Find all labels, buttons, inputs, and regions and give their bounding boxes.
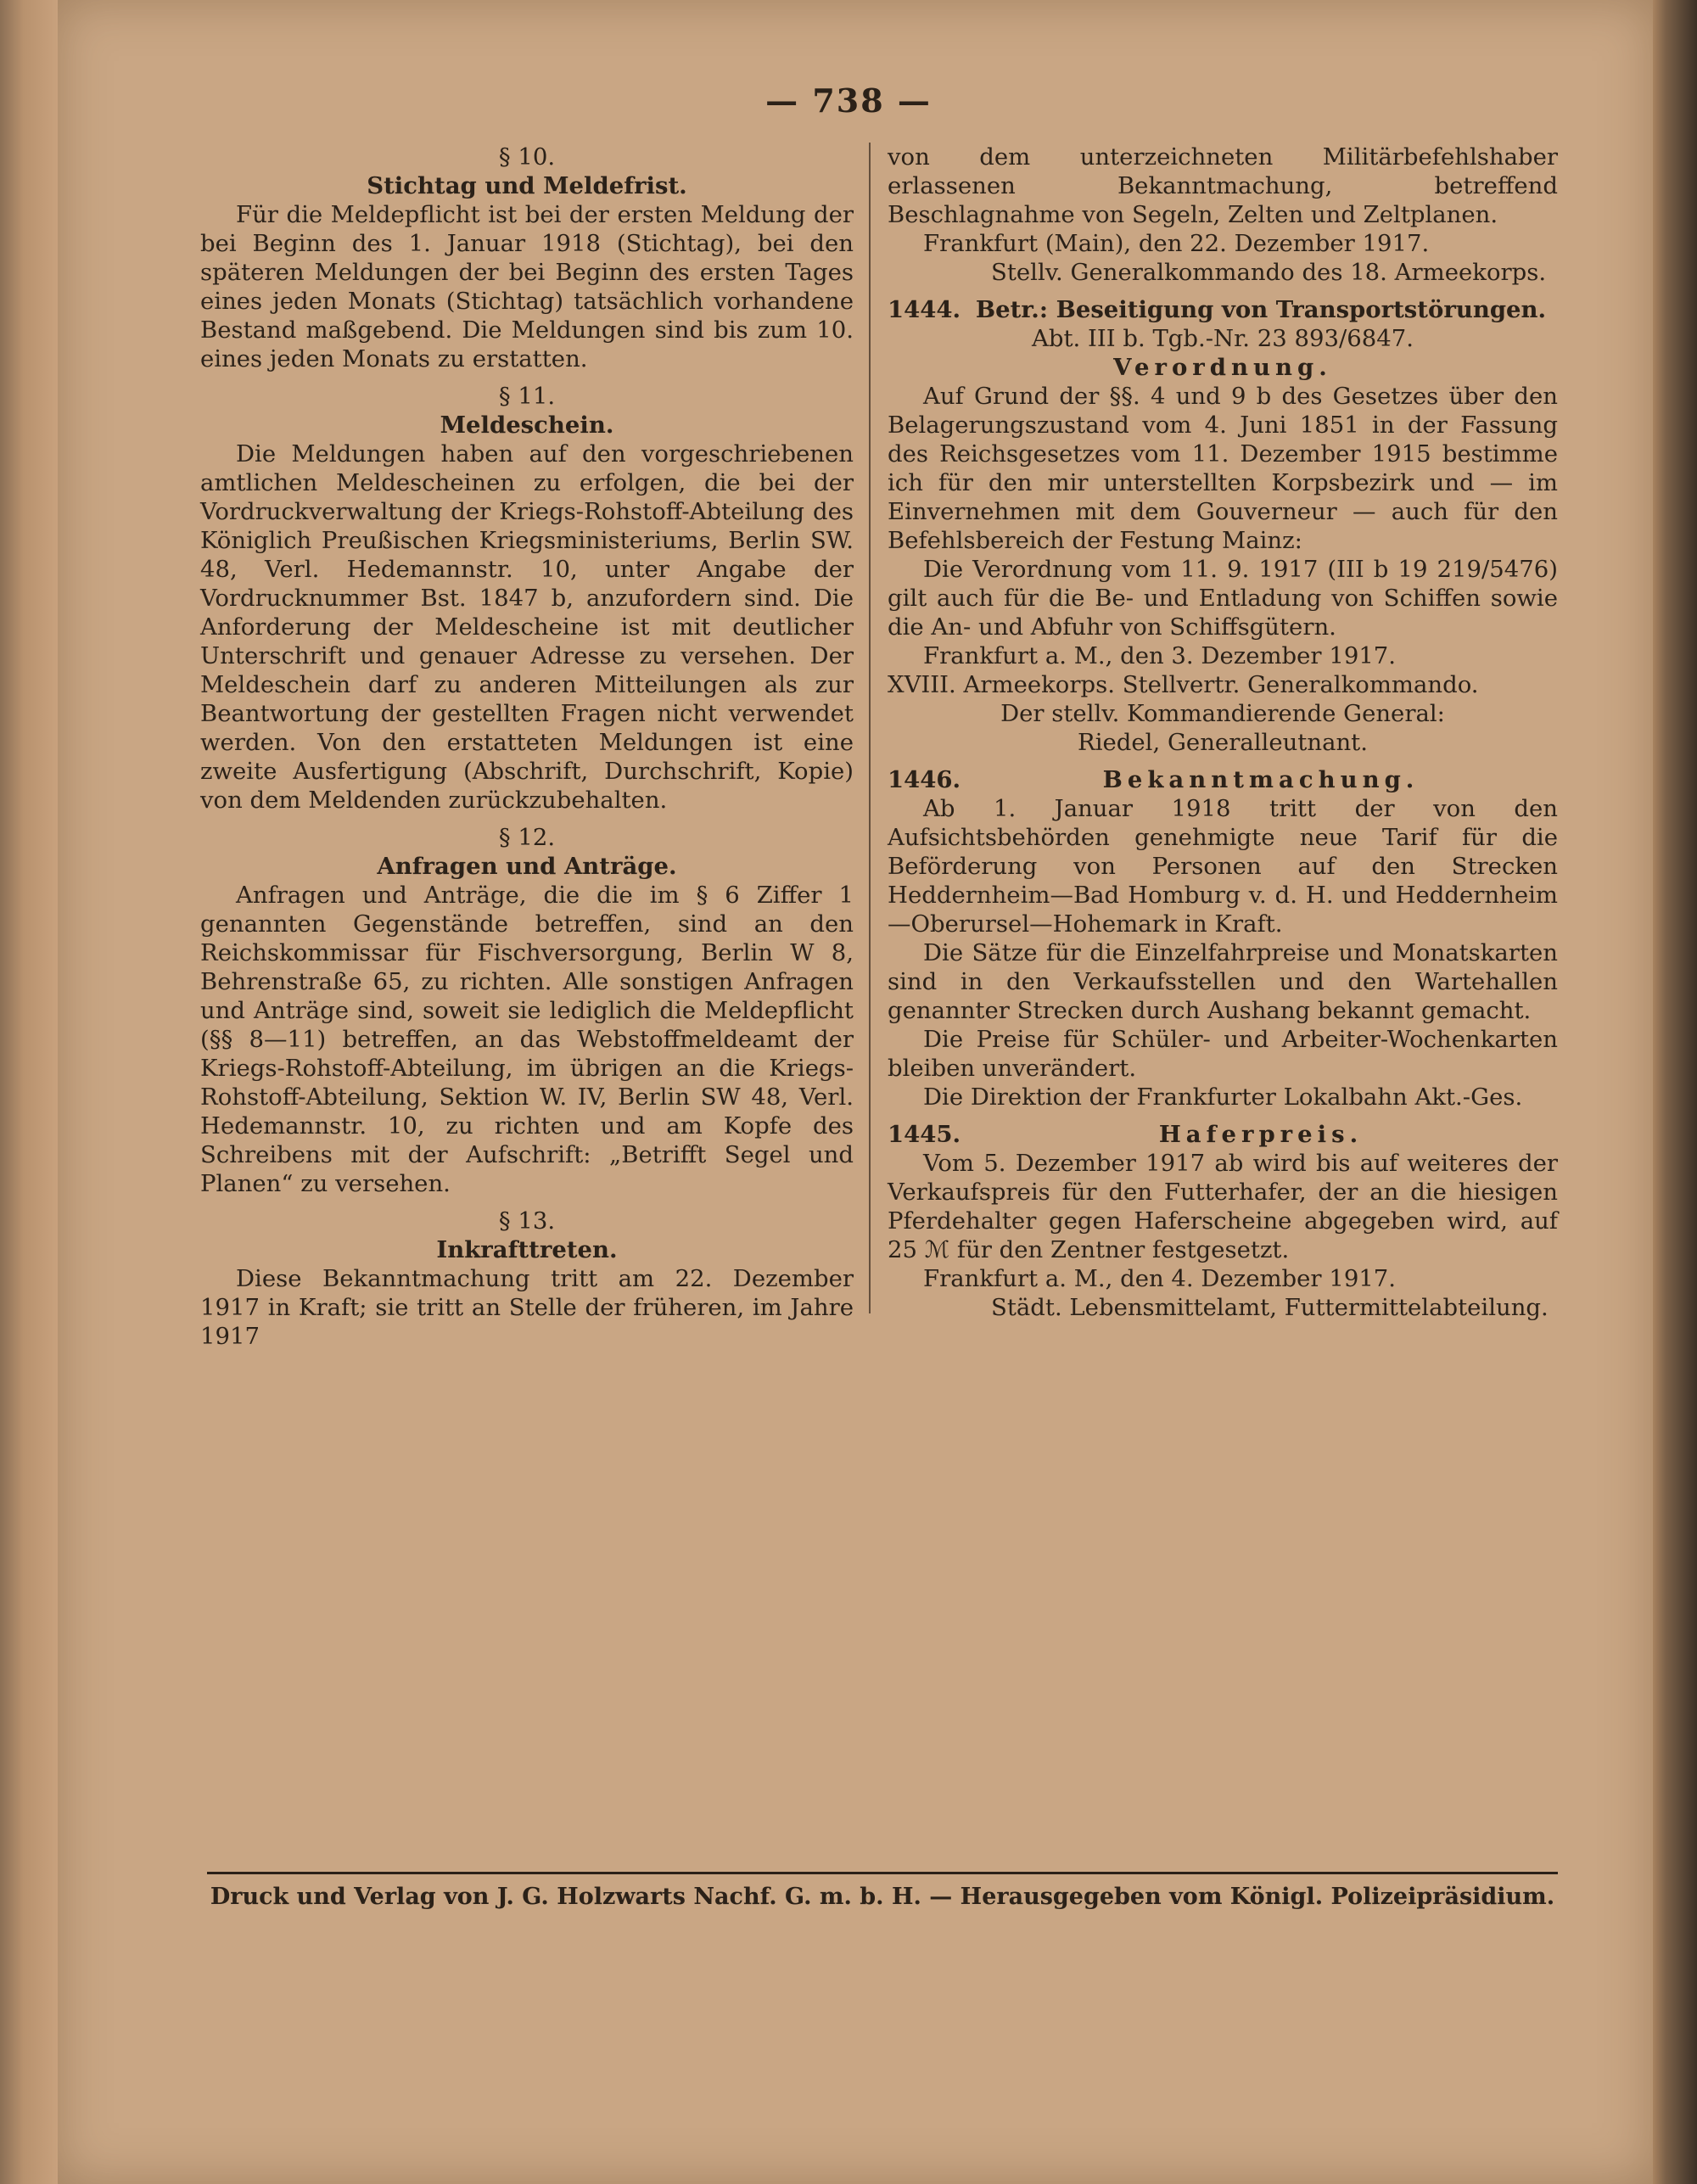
right-column: [888, 143, 1558, 1322]
entry-1444-place-date: Frankfurt a. M., den 3. Dezember 1917.: [923, 642, 1397, 669]
entry-1444-signature-2: Der stellv. Kommandierende General:: [1000, 700, 1445, 727]
entry-1445-text: Vom 5. Dezember 1917 ab wird bis auf weiteres der Verkaufspreis für den Futterhafer, der an die hiesigen Pferdehalter gegen Haferscheine abgegeben wird, auf 25 ℳ für den Zentner festgesetzt.: [888, 1150, 1558, 1263]
entry-1444-text-1: Auf Grund der §§. 4 und 9 b des Gesetzes über den Belagerungszustand vom 4. Juni 1851 in der Fassung des Reichsgesetzes vom 11. Dezember 1915 bestimme ich für den mir unterstellten Korpsbezirk und — im Einvernehmen mit dem Gouverneur — auch für den Befehlsbereich der Festung Mainz:: [888, 383, 1558, 554]
section-11-text: Die Meldungen haben auf den vorgeschriebenen amtlichen Meldescheinen zu erfolgen, die bei der Vordruckverwaltung der Kriegs-Rohstoff-Abteilung des Königlich Preußischen Kriegsministeriums, Berlin SW. 48, Verl. Hedemannstr. 10, unter Angabe der Vordrucknummer Bst. 1847 b, anzufordern sind. Die Anforderung der Meldescheine ist mit deutlicher Unterschrift und genauer Adresse zu versehen. Der Meldeschein darf zu anderen Mitteilungen als zur Beantwortung der gestellten Fragen nicht verwendet werden. Von den erstatteten Meldungen ist eine zweite Ausfertigung (Abschrift, Durchschrift, Kopie) von dem Meldenden zurückzubehalten.: [200, 440, 854, 814]
entry-1444-subject: Betr.: Beseitigung von Transportstörungen.: [975, 296, 1547, 323]
entry-1446-text-3: Die Preise für Schüler- und Arbeiter-Wochenkarten bleiben unverändert.: [888, 1026, 1558, 1082]
entry-1446-header: [888, 765, 1558, 794]
section-12-text: Anfragen und Anträge, die die im § 6 Ziffer 1 genannten Gegenstände betreffen, sind an den Reichskommissar für Fischversorgung, Berlin W 8, Behrenstraße 65, zu richten. Alle sonstigen Anfragen und Anträge sind, soweit sie lediglich die Meldepflicht (§§ 8—11) betreffen, an das Webstoffmeldeamt der Kriegs-Rohstoff-Abteilung, im übrigen an die Kriegs-Rohstoff-Abteilung, Sektion W. IV, Berlin SW 48, Verl. Hedemannstr. 10, zu richten und am Kopfe des Schreibens mit der Aufschrift: „Betrifft Segel und Planen“ zu versehen.: [200, 882, 854, 1197]
page-number: — 738 —: [765, 81, 932, 120]
section-13-number: § 13.: [498, 1207, 556, 1235]
section-11-number: § 11.: [498, 383, 556, 410]
entry-1444-reference: Abt. III b. Tgb.-Nr. 23 893/6847.: [1032, 325, 1414, 352]
entry-1444-title: Verordnung.: [1113, 354, 1332, 381]
section-10-title: Stichtag und Meldefrist.: [367, 172, 687, 199]
entry-1446-text-2: Die Sätze für die Einzelfahrpreise und Monatskarten sind in den Verkaufsstellen und den Wartehallen genannter Strecken durch Aushang bekannt gemacht.: [888, 939, 1558, 1024]
entry-1446-text-1: Ab 1. Januar 1918 tritt der von den Aufsichtsbehörden genehmigte neue Tarif für die Beförderung von Personen auf den Strecken Heddernheim—Bad Homburg v. d. H. und Heddernheim—Oberursel—Hohemark in Kraft.: [888, 795, 1558, 938]
previous-page-edge: [0, 0, 59, 2184]
section-10-text: Für die Meldepflicht ist bei der ersten Meldung der bei Beginn des 1. Januar 1918 (Stichtag), bei den späteren Meldungen der bei Beginn des ersten Tages eines jeden Monats (Stichtag) tatsächlich vorhandene Bestand maßgebend. Die Meldungen sind bis zum 10. eines jeden Monats zu erstatten.: [200, 201, 854, 372]
continuation-signature: Stellv. Generalkommando des 18. Armeekorps.: [991, 259, 1547, 286]
column-divider: [869, 143, 871, 1313]
entry-1445-place-date: Frankfurt a. M., den 4. Dezember 1917.: [923, 1265, 1397, 1292]
footer-rule: [207, 1872, 1558, 1874]
entry-1444-signature-1: XVIII. Armeekorps. Stellvertr. Generalkommando.: [888, 671, 1479, 698]
entry-1444-signature-3: Riedel, Generalleutnant.: [1078, 729, 1368, 756]
section-12-number: § 12.: [498, 824, 556, 851]
section-11-title: Meldeschein.: [440, 412, 614, 439]
entry-1444-number: 1444.: [888, 296, 961, 323]
continuation-place-date: Frankfurt (Main), den 22. Dezember 1917.: [923, 230, 1430, 257]
book-edge: [1653, 0, 1697, 2184]
left-column: [200, 143, 854, 1351]
section-12-title: Anfragen und Anträge.: [377, 853, 677, 880]
entry-1444-text-2: Die Verordnung vom 11. 9. 1917 (III b 19 219/5476) gilt auch für die Be- und Entladung von Schiffen sowie die An- und Abfuhr von Schiffsgütern.: [888, 556, 1558, 641]
section-13-title: Inkrafttreten.: [436, 1236, 618, 1263]
imprint: Druck und Verlag von J. G. Holzwarts Nachf. G. m. b. H. — Herausgegeben vom Königl. Polizeipräsidium.: [210, 1884, 1555, 1910]
entry-1446-number: 1446.: [888, 766, 961, 793]
entry-1445-title: Haferpreis.: [1158, 1121, 1364, 1148]
entry-1446-signature: Die Direktion der Frankfurter Lokalbahn Akt.-Ges.: [923, 1084, 1523, 1111]
section-13-text: Diese Bekanntmachung tritt am 22. Dezember 1917 in Kraft; sie tritt an Stelle der früheren, im Jahre 1917: [200, 1265, 854, 1350]
entry-1444-header: [888, 295, 1558, 324]
entry-1445-number: 1445.: [888, 1121, 961, 1148]
continuation-text: von dem unterzeichneten Militärbefehlshaber erlassenen Bekanntmachung, betreffend Beschlagnahme von Segeln, Zelten und Zeltplanen.: [888, 143, 1558, 228]
entry-1445-signature: Städt. Lebensmittelamt, Futtermittelabteilung.: [991, 1294, 1549, 1321]
entry-1446-title: Bekanntmachung.: [1102, 766, 1420, 793]
entry-1445-header: [888, 1120, 1558, 1149]
section-10-number: § 10.: [498, 143, 556, 171]
